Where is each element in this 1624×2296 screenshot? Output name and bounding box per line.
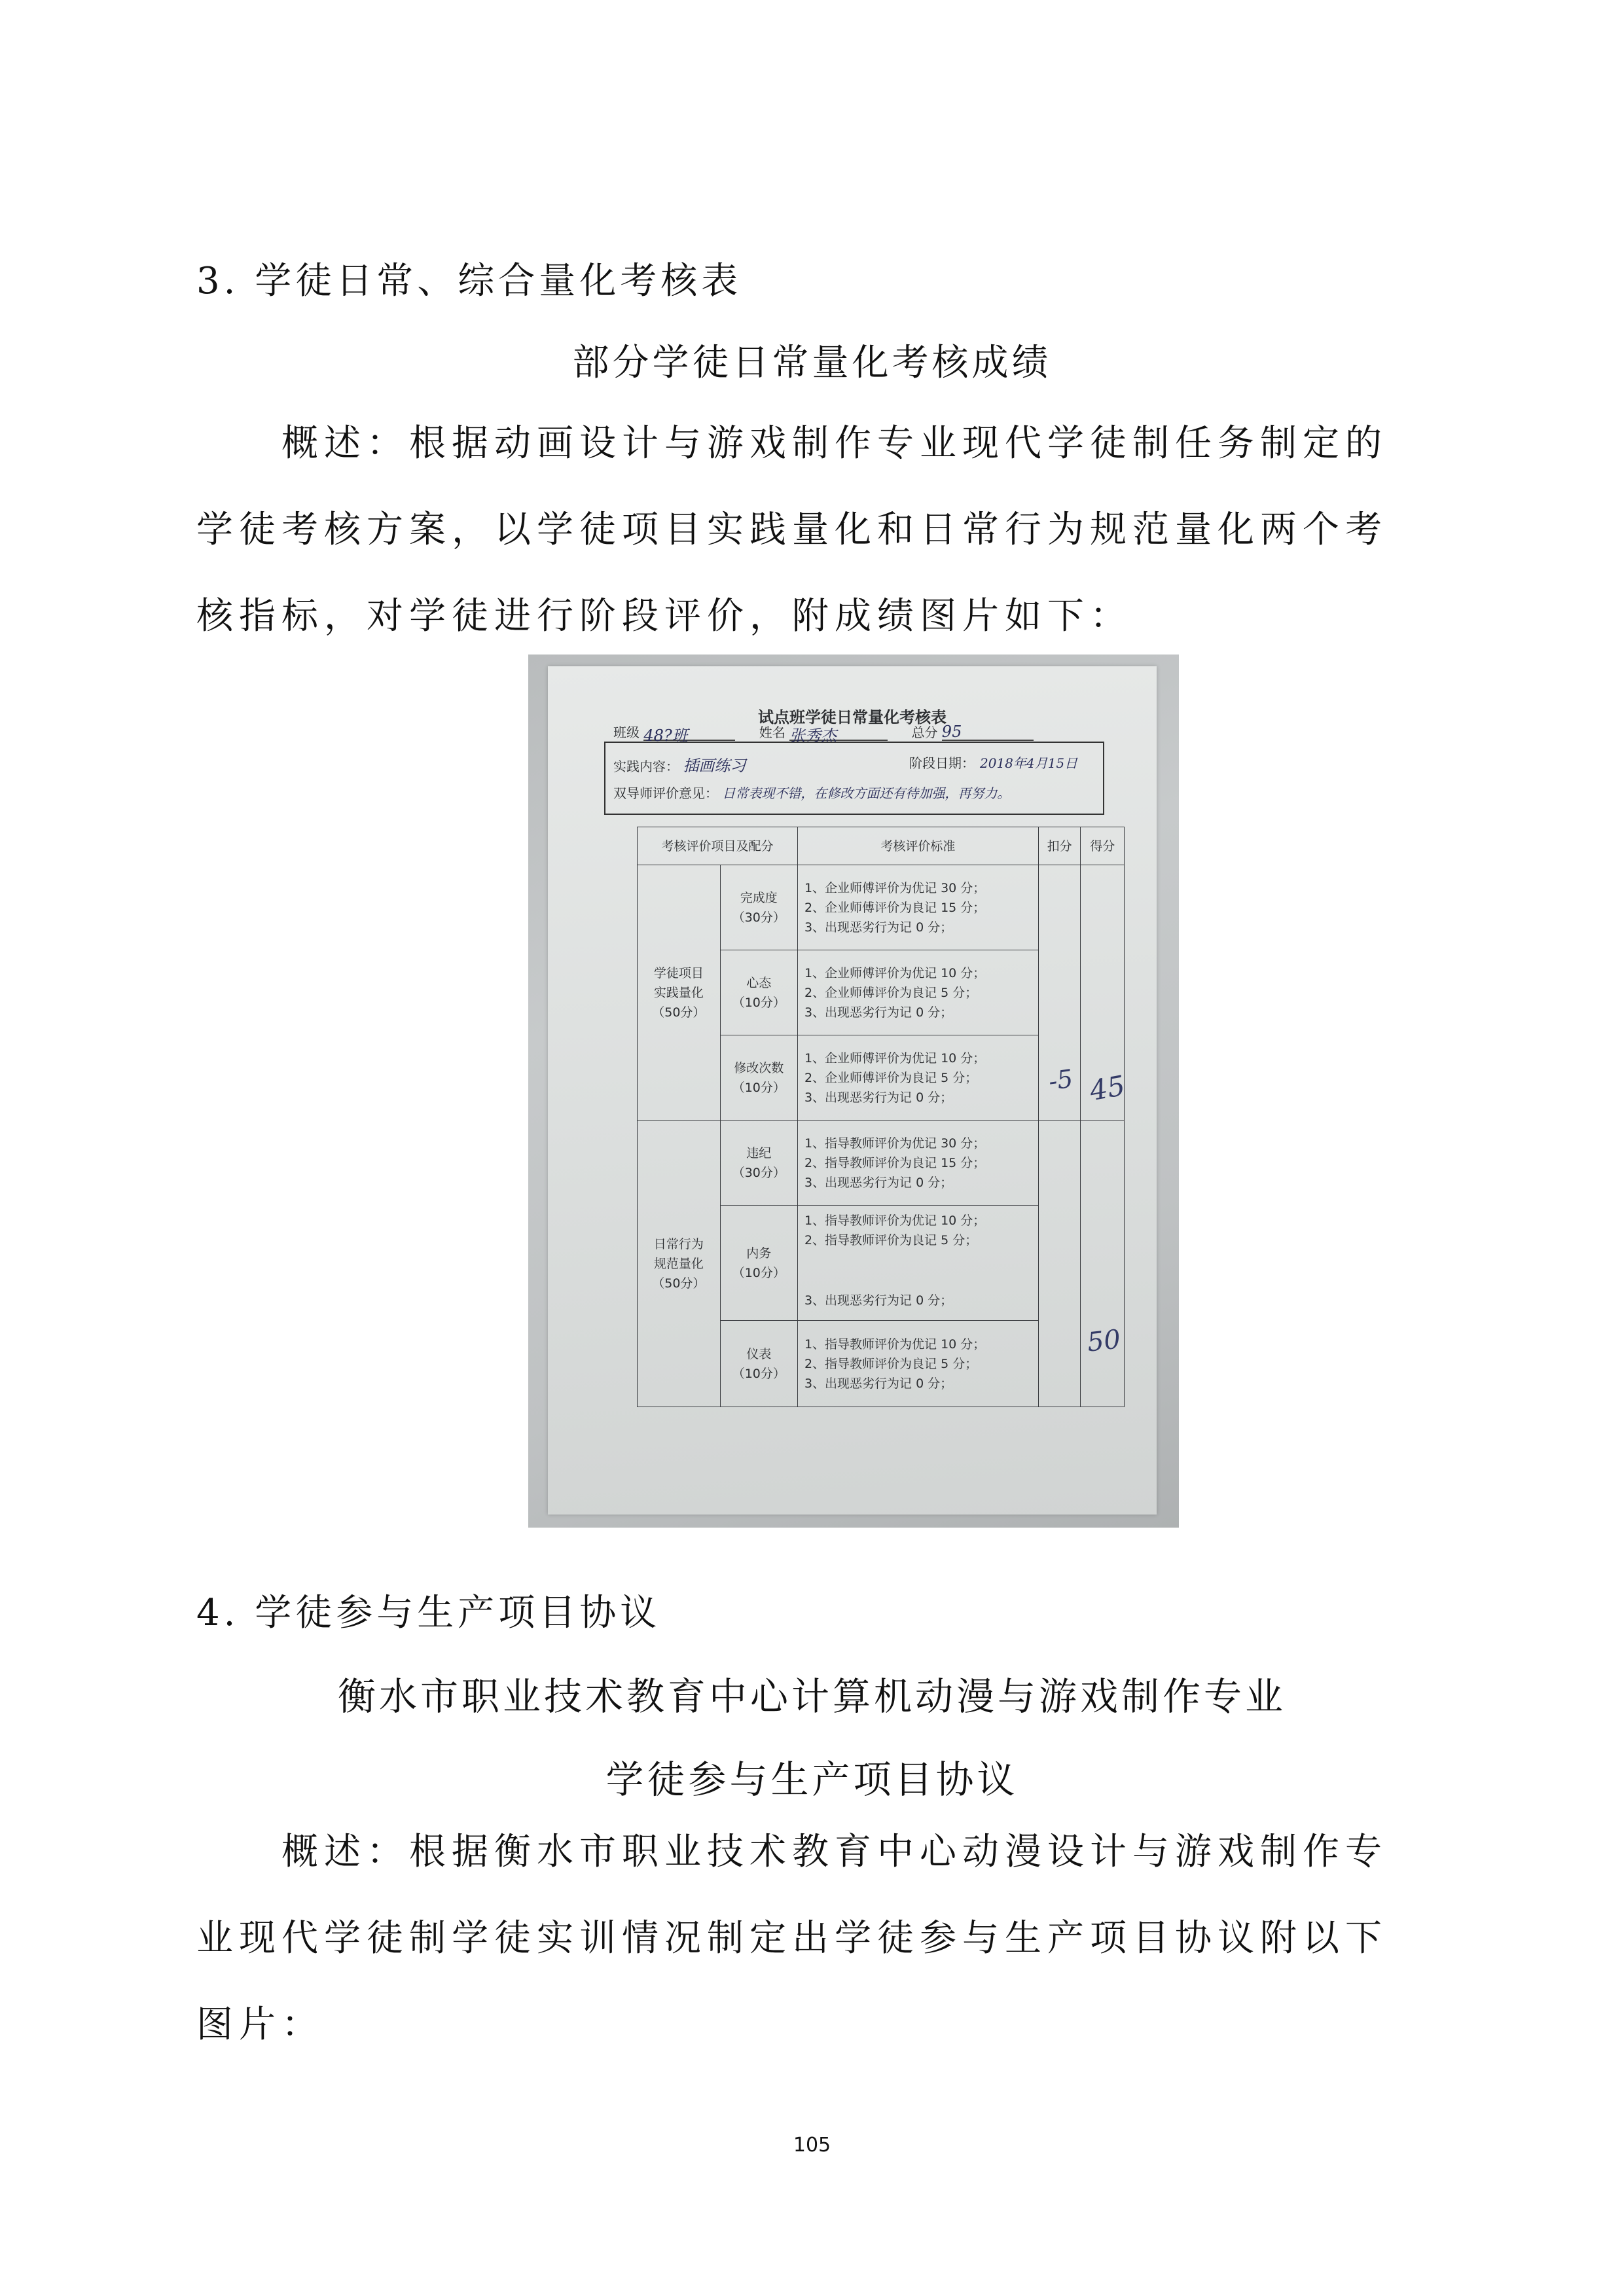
sub-points: （10分） (732, 1080, 785, 1095)
agreement-title-line-1: 衡水市职业技术教育中心计算机动漫与游戏制作专业 (337, 1674, 1286, 1719)
evaluation-table (637, 827, 1128, 1407)
practice-value: 插画练习 (683, 757, 746, 775)
deduct-behavior (1038, 1121, 1081, 1407)
standard-line: 1、指导教师评价为优记 10 分； (804, 1336, 986, 1352)
standard-line: 1、企业师傅评价为优记 10 分； (804, 1050, 986, 1066)
standard-revisions (797, 1035, 1038, 1121)
paragraph-line: 核指标，对学徒进行阶段评价，附成绩图片如下： (196, 595, 1132, 637)
paragraph-line: 概述：根据动画设计与游戏制作专业现代学徒制任务制定的 (281, 422, 1388, 465)
group-name: 学徒项目实践量化 (653, 965, 704, 1000)
header-standard: 考核评价标准 (797, 827, 1038, 865)
group-behavior (638, 1121, 721, 1407)
sub-points: （30分） (732, 1165, 785, 1180)
header-deduct: 扣分 (1038, 827, 1081, 865)
form-class-row (613, 722, 1034, 745)
score-behavior (1081, 1121, 1125, 1407)
paragraph-line: 概述：根据衡水市职业技术教育中心动漫设计与游戏制作专 (281, 1831, 1388, 1873)
standard-attitude (797, 950, 1038, 1035)
section-3-heading: 3. 学徒日常、综合量化考核表 (196, 260, 742, 302)
paragraph-line: 业现代学徒制学徒实训情况制定出学徒参与生产项目协议附以下 (196, 1917, 1388, 1960)
sub-name: 心态 (746, 975, 772, 990)
standard-line: 1、指导教师评价为优记 30 分； (804, 1136, 986, 1151)
total-field: 95 (942, 723, 1034, 741)
standard-completion (797, 865, 1038, 950)
sub-name: 完成度 (740, 890, 778, 905)
sub-name: 违纪 (746, 1145, 772, 1160)
group-practice (638, 865, 721, 1121)
sub-points: （10分） (732, 995, 785, 1010)
standard-line: 2、企业师傅评价为良记 15 分； (804, 900, 986, 915)
name-label: 姓名 (759, 725, 785, 740)
standard-discipline (797, 1121, 1038, 1206)
standard-line: 2、指导教师评价为良记 15 分； (804, 1155, 986, 1170)
sub-appearance (720, 1321, 797, 1407)
sub-housekeeping (720, 1206, 797, 1321)
paragraph-line: 学徒考核方案，以学徒项目实践量化和日常行为规范量化两个考 (196, 509, 1388, 551)
sub-points: （30分） (732, 910, 785, 925)
mentor-label: 双导师评价意见： (613, 785, 718, 801)
standard-line: 2、企业师傅评价为良记 5 分； (804, 985, 978, 1000)
page-number: 105 (793, 2134, 831, 2157)
assessment-form-photo (528, 655, 1179, 1528)
total-label: 总分 (911, 725, 938, 740)
form-practice-row (613, 753, 1078, 776)
header-item: 考核评价项目及配分 (638, 827, 798, 865)
sub-completion (720, 865, 797, 950)
group-points: （50分） (652, 1005, 706, 1020)
group-points: （50分） (652, 1276, 706, 1291)
standard-line: 2、指导教师评价为良记 5 分； (804, 1356, 978, 1371)
section-4-paragraph (196, 1809, 1434, 2068)
sub-name: 仪表 (746, 1346, 772, 1361)
form-title: 试点班学徒日常量化考核表 (758, 708, 947, 726)
header-score: 得分 (1081, 827, 1125, 865)
standard-line: 3、出现恶劣行为记 0 分； (804, 1005, 953, 1020)
standard-line: 1、指导教师评价为优记 10 分； (804, 1213, 986, 1228)
group-name: 日常行为规范量化 (653, 1236, 704, 1271)
sub-discipline (720, 1121, 797, 1206)
standard-line: 2、指导教师评价为良记 5 分； (804, 1233, 978, 1247)
mentor-value: 日常表现不错，在修改方面还有待加强，再努力。 (722, 785, 1011, 801)
standard-line: 2、企业师傅评价为良记 5 分； (804, 1070, 978, 1085)
standard-line: 3、出现恶劣行为记 0 分； (804, 1175, 953, 1190)
sub-revisions (720, 1035, 797, 1121)
sub-points: （10分） (732, 1265, 785, 1280)
standard-line: 3、出现恶劣行为记 0 分； (804, 1376, 953, 1391)
handwritten-score-behavior: 50 (1085, 1324, 1123, 1358)
sub-points: （10分） (732, 1366, 785, 1381)
standard-line: 1、企业师傅评价为优记 30 分； (804, 880, 986, 895)
form-paper (548, 666, 1157, 1515)
handwritten-deduction: -5 (1047, 1064, 1075, 1096)
sub-name: 内务 (746, 1246, 772, 1261)
standard-line: 3、出现恶劣行为记 0 分； (804, 920, 953, 935)
standard-line: 3、出现恶劣行为记 0 分； (804, 1293, 953, 1308)
date-value: 2018年4月15日 (980, 755, 1078, 771)
class-label: 班级 (613, 725, 640, 740)
sub-name: 修改次数 (734, 1060, 784, 1075)
practice-label: 实践内容： (613, 759, 679, 774)
date-label: 阶段日期： (909, 755, 975, 771)
class-field: 48?班 (643, 723, 735, 741)
sub-attitude (720, 950, 797, 1035)
section-3-paragraph (196, 401, 1434, 660)
paragraph-line: 图片： (196, 2003, 324, 2046)
form-mentor-row (613, 783, 1010, 802)
standard-line: 3、出现恶劣行为记 0 分； (804, 1090, 953, 1105)
section-4-heading: 4. 学徒参与生产项目协议 (196, 1592, 661, 1634)
agreement-title-line-2: 学徒参与生产项目协议 (605, 1757, 1019, 1802)
standard-appearance (797, 1321, 1038, 1407)
name-field: 张秀杰 (789, 723, 888, 741)
standard-housekeeping (797, 1206, 1038, 1321)
section-3-subtitle: 部分学徒日常量化考核成绩 (572, 342, 1052, 384)
standard-line: 1、企业师傅评价为优记 10 分； (804, 965, 986, 980)
handwritten-score-practice: 45 (1087, 1069, 1128, 1107)
